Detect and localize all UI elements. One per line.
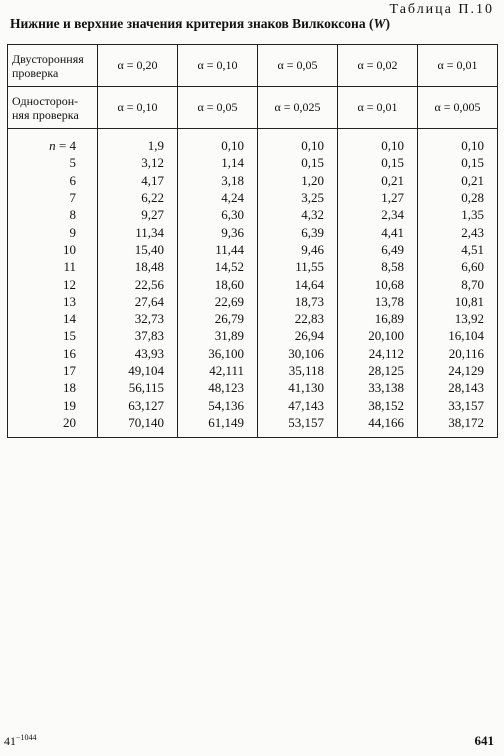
critical-value: 4,41 <box>338 223 418 240</box>
critical-value: 22,69 <box>178 293 258 310</box>
critical-value: 0,28 <box>418 189 498 206</box>
n-value: 20 <box>8 414 98 438</box>
critical-value: 9,46 <box>258 241 338 258</box>
critical-value: 44,166 <box>338 414 418 438</box>
critical-value: 11,55 <box>258 258 338 275</box>
critical-value: 20,100 <box>338 327 418 344</box>
critical-value: 30,106 <box>258 345 338 362</box>
critical-value: 0,21 <box>338 172 418 189</box>
table-row <box>8 223 498 240</box>
critical-value: 2,34 <box>338 206 418 223</box>
header-two-sided-line2: проверка <box>12 65 59 80</box>
critical-value: 16,89 <box>338 310 418 327</box>
n-value: 14 <box>8 310 98 327</box>
critical-value: 54,136 <box>178 396 258 413</box>
critical-value: 1,27 <box>338 189 418 206</box>
critical-value: 4,32 <box>258 206 338 223</box>
table-row <box>8 396 498 413</box>
critical-value: 0,15 <box>338 154 418 171</box>
table-row <box>8 310 498 327</box>
critical-value: 22,56 <box>98 275 178 292</box>
critical-value: 16,104 <box>418 327 498 344</box>
alpha-one-sided-3: α = 0,01 <box>338 87 418 129</box>
alpha-two-sided-2: α = 0,05 <box>258 45 338 87</box>
critical-value: 61,149 <box>178 414 258 438</box>
critical-value: 4,17 <box>98 172 178 189</box>
header-two-sided-label <box>8 45 98 87</box>
header-row-two-sided <box>8 45 498 87</box>
critical-value: 1,9 <box>98 129 178 155</box>
alpha-two-sided-3: α = 0,02 <box>338 45 418 87</box>
critical-value: 0,21 <box>418 172 498 189</box>
critical-value: 49,104 <box>98 362 178 379</box>
alpha-two-sided-4: α = 0,01 <box>418 45 498 87</box>
alpha-one-sided-2: α = 0,025 <box>258 87 338 129</box>
critical-value: 0,10 <box>178 129 258 155</box>
header-two-sided-line1: Двусторонняя <box>12 51 84 66</box>
critical-value: 31,89 <box>178 327 258 344</box>
critical-value: 4,51 <box>418 241 498 258</box>
n-value: 11 <box>8 258 98 275</box>
table-row <box>8 345 498 362</box>
critical-value: 8,70 <box>418 275 498 292</box>
alpha-one-sided-1: α = 0,05 <box>178 87 258 129</box>
table-row <box>8 275 498 292</box>
critical-value: 3,12 <box>98 154 178 171</box>
critical-value: 14,52 <box>178 258 258 275</box>
alpha-two-sided-0: α = 0,20 <box>98 45 178 87</box>
critical-value: 1,20 <box>258 172 338 189</box>
critical-value: 35,118 <box>258 362 338 379</box>
critical-value: 38,172 <box>418 414 498 438</box>
table-row <box>8 189 498 206</box>
critical-value: 22,83 <box>258 310 338 327</box>
wilcoxon-table <box>7 44 498 438</box>
critical-value: 27,64 <box>98 293 178 310</box>
critical-value: 10,81 <box>418 293 498 310</box>
critical-value: 32,73 <box>98 310 178 327</box>
critical-value: 53,157 <box>258 414 338 438</box>
page-number: 641 <box>474 733 494 748</box>
critical-value: 41,130 <box>258 379 338 396</box>
table-row <box>8 362 498 379</box>
n-value: 9 <box>8 223 98 240</box>
n-value: 15 <box>8 327 98 344</box>
critical-value: 24,129 <box>418 362 498 379</box>
n-value: 16 <box>8 345 98 362</box>
n-value: 13 <box>8 293 98 310</box>
critical-value: 47,143 <box>258 396 338 413</box>
critical-value: 10,68 <box>338 275 418 292</box>
critical-value: 1,35 <box>418 206 498 223</box>
table-row <box>8 293 498 310</box>
footer-signature-sup: −1044 <box>16 733 37 742</box>
critical-value: 6,49 <box>338 241 418 258</box>
n-value: 6 <box>8 172 98 189</box>
critical-value: 0,10 <box>418 129 498 155</box>
critical-value: 37,83 <box>98 327 178 344</box>
alpha-one-sided-4: α = 0,005 <box>418 87 498 129</box>
critical-value: 11,44 <box>178 241 258 258</box>
footer-signature-main: 41 <box>4 734 16 748</box>
critical-value: 13,92 <box>418 310 498 327</box>
header-row-one-sided <box>8 87 498 129</box>
table-row <box>8 154 498 171</box>
n-value: 19 <box>8 396 98 413</box>
critical-value: 9,36 <box>178 223 258 240</box>
critical-value: 48,123 <box>178 379 258 396</box>
table-row <box>8 206 498 223</box>
critical-value: 11,34 <box>98 223 178 240</box>
n-value: 10 <box>8 241 98 258</box>
critical-value: 6,22 <box>98 189 178 206</box>
n-value: 8 <box>8 206 98 223</box>
table-label: Таблица П.10 <box>389 2 494 17</box>
header-one-sided-line2: няя проверка <box>12 107 79 122</box>
critical-value: 0,10 <box>258 129 338 155</box>
critical-value: 33,138 <box>338 379 418 396</box>
critical-value: 6,60 <box>418 258 498 275</box>
n-value: 12 <box>8 275 98 292</box>
critical-value: 70,140 <box>98 414 178 438</box>
critical-value: 8,58 <box>338 258 418 275</box>
critical-value: 0,15 <box>258 154 338 171</box>
critical-value: 14,64 <box>258 275 338 292</box>
table-row <box>8 379 498 396</box>
n-value: 17 <box>8 362 98 379</box>
critical-value: 18,73 <box>258 293 338 310</box>
footer-signature <box>4 733 37 749</box>
critical-value: 1,14 <box>178 154 258 171</box>
table-row <box>8 258 498 275</box>
critical-value: 13,78 <box>338 293 418 310</box>
critical-value: 15,40 <box>98 241 178 258</box>
critical-value: 26,94 <box>258 327 338 344</box>
critical-value: 0,10 <box>338 129 418 155</box>
critical-value: 33,157 <box>418 396 498 413</box>
table-row <box>8 414 498 438</box>
critical-value: 28,143 <box>418 379 498 396</box>
critical-value: 38,152 <box>338 396 418 413</box>
critical-value: 20,116 <box>418 345 498 362</box>
critical-value: 3,25 <box>258 189 338 206</box>
table-row <box>8 327 498 344</box>
table-row <box>8 129 498 155</box>
critical-value: 18,60 <box>178 275 258 292</box>
title-symbol: W <box>373 16 386 31</box>
n-value: 18 <box>8 379 98 396</box>
critical-value: 18,48 <box>98 258 178 275</box>
n-value: 5 <box>8 154 98 171</box>
critical-value: 9,27 <box>98 206 178 223</box>
critical-value: 2,43 <box>418 223 498 240</box>
table-row <box>8 172 498 189</box>
header-one-sided-line1: Односторон- <box>12 93 79 108</box>
critical-value: 42,111 <box>178 362 258 379</box>
critical-value: 6,39 <box>258 223 338 240</box>
header-one-sided-label <box>8 87 98 129</box>
critical-value: 26,79 <box>178 310 258 327</box>
critical-value: 24,112 <box>338 345 418 362</box>
critical-value: 28,125 <box>338 362 418 379</box>
n-value: n = 4 <box>8 129 98 155</box>
alpha-two-sided-1: α = 0,10 <box>178 45 258 87</box>
critical-value: 3,18 <box>178 172 258 189</box>
title-close: ) <box>385 16 390 31</box>
critical-value: 4,24 <box>178 189 258 206</box>
title-text: Нижние и верхние значения критерия знаков Вилкоксона ( <box>10 16 374 31</box>
critical-value: 0,15 <box>418 154 498 171</box>
table-title <box>10 16 480 32</box>
alpha-one-sided-0: α = 0,10 <box>98 87 178 129</box>
critical-value: 63,127 <box>98 396 178 413</box>
n-value: 7 <box>8 189 98 206</box>
critical-value: 6,30 <box>178 206 258 223</box>
table-row <box>8 241 498 258</box>
critical-value: 36,100 <box>178 345 258 362</box>
critical-value: 56,115 <box>98 379 178 396</box>
critical-value: 43,93 <box>98 345 178 362</box>
